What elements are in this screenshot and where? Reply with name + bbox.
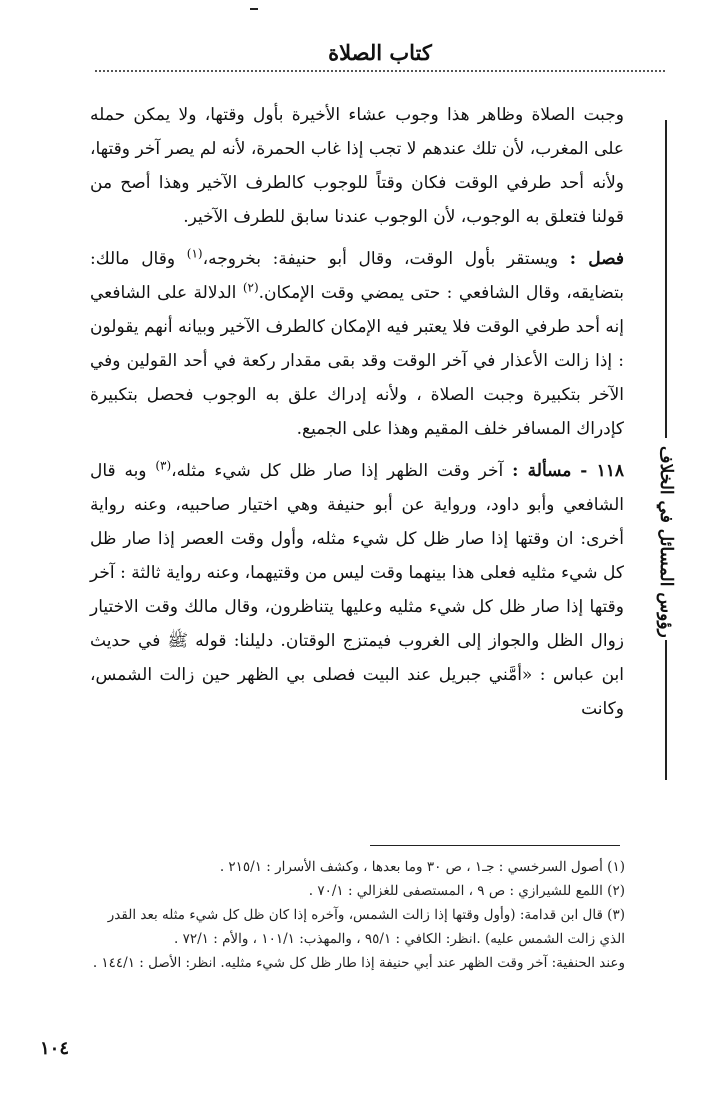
footnote-1: (١) أصول السرخسي : جـ١ ، ص ٣٠ وما بعدها ، وكشف الأسرار : ٢١٥/١ . <box>219 859 625 875</box>
footnotes <box>80 855 625 975</box>
paragraph-masala <box>90 454 624 726</box>
main-text <box>90 98 624 726</box>
page-number: ١٠٤ <box>40 1038 70 1059</box>
running-header <box>95 34 665 74</box>
issue-number: ١١٨ - <box>580 461 624 481</box>
footnote-2: (٢) اللمع للشيرازي : ص ٩ ، المستصفى للغزالي : ٧٠/١ . <box>308 883 625 899</box>
footnote-ref-2: (٢) <box>242 280 259 295</box>
paragraph-text: وبه قال الشافعي وأبو داود، ورواية عن أبو حنيفة وهي اختيار صاحبيه، وعنه رواية أخرى: ان وقتها إذا صار ظل كل شيء مثله، وأول وقت العصر إذا صار ظل كل شيء مثليه فعلى هذا بينهما وقت ليس من وقتيهما، وعنه رواية ثالثة : آخر وقتها إذا صار ظل كل شيء مثليه وعليها يتناظرون، وقال مالك وقت الاختيار زوال الظل والجواز إلى الغروب فيمتزج الوقتان. دليلنا: قوله ﷺ في حديث ابن عباس : «أمَّني جبريل عند البيت فصلى بي الظهر حين زالت الشمس، وكانت <box>90 461 624 719</box>
footnote-ref-1: (١) <box>186 246 203 261</box>
footnote-ref-3: (٣) <box>155 458 172 473</box>
side-rule-top <box>665 120 667 438</box>
paragraph-text: الدلالة على الشافعي إنه أحد طرفي الوقت فلا يعتبر فيه الإمكان كالطرف الآخير وبيانه أنهم يقولون : إذا زالت الأعذار في آخر الوقت وقد بقى مقدار ركعة في أحد القولين وفي الآخر بتكبيرة وجبت الصلاة ، ولأنه إدراك علق به الوجوب فحصل بتكبيرة كإدراك المسافر خلف المقيم وهذا على الجميع. <box>90 283 624 439</box>
paragraph-text: ويستقر بأول الوقت، وقال أبو حنيفة: بخروجه، <box>202 249 570 269</box>
side-book-title <box>636 446 696 638</box>
chapter-title: كتاب الصلاة <box>328 40 432 65</box>
side-book-title-text: رؤوس المسائل في الخلاف <box>656 446 676 638</box>
paragraph-continuation: وجبت الصلاة وظاهر هذا وجوب عشاء الأخيرة بأول وقتها، ولا يمكن حمله على المغرب، لأن تلك عندهم لا تجب إذا غاب الحمرة، لأنه لم يصر آخر وقتها، ولأنه أحد طرفي الوقت فكان وقتاً للوجوب كالطرف الآخير وهذا أصح من قولنا فتعلق به الوجوب، لأن الوجوب عندنا سابق للطرف الآخير. <box>90 105 624 227</box>
section-label: فصل : <box>569 249 624 269</box>
paragraph-fasl <box>90 242 624 446</box>
paragraph-text: آخر وقت الظهر إذا صار ظل كل شيء مثله، <box>171 461 513 481</box>
header-rule <box>95 70 665 72</box>
footnote-3: (٣) قال ابن قدامة: (وأول وقتها إذا زالت الشمس، وآخره إذا كان ظل كل شيء مثله بعد القدر الذي زالت الشمس عليه) .انظر: الكافي : ٩٥/١ ، والمهذب: ١٠١/١ ، والأم : ٧٢/١ . <box>107 907 625 947</box>
issue-label: مسألة : <box>512 461 572 481</box>
paragraph-text: وقال مالك: بتضايقه، وقال الشافعي : حتى يمضي وقت الإمكان. <box>90 249 625 303</box>
footnote-3-continued: وعند الحنفية: آخر وقت الظهر عند أبي حنيفة إذا طار ظل كل شيء مثليه. انظر: الأصل : ١٤٤/١ . <box>92 955 625 971</box>
side-rule-bottom <box>665 640 667 780</box>
top-mark <box>250 8 258 10</box>
footnote-rule <box>370 845 620 846</box>
